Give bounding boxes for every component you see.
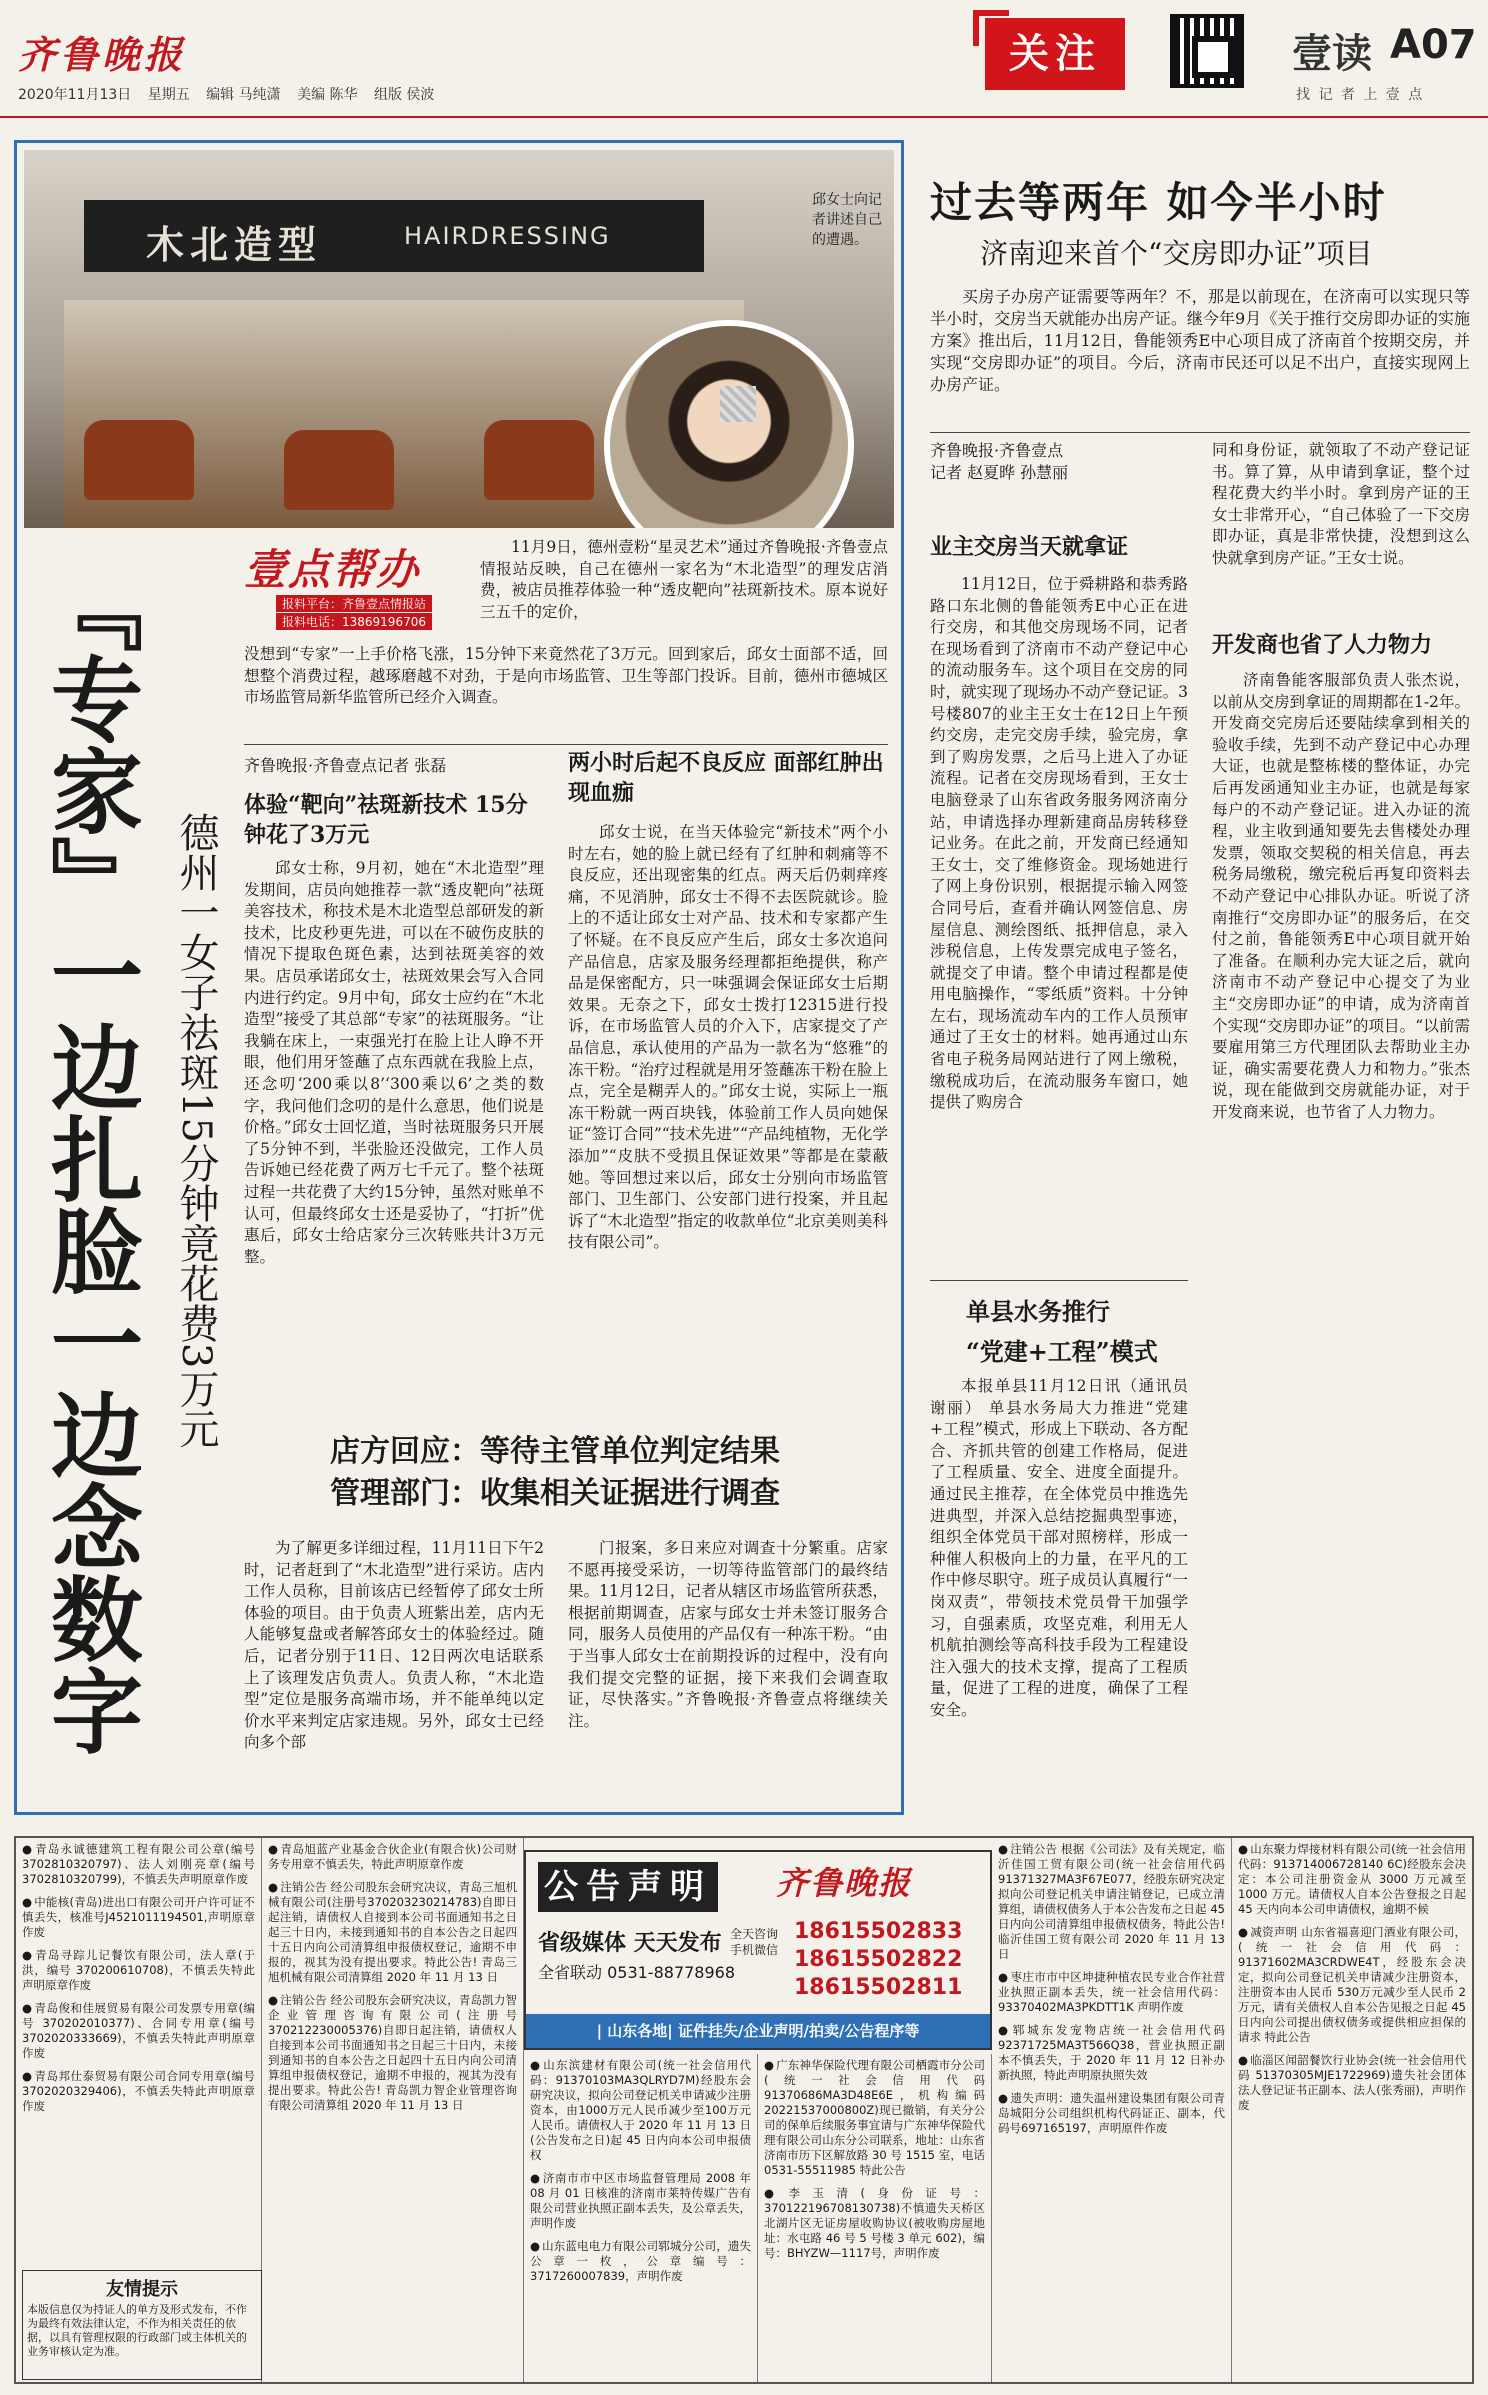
shop-sign-english: HAIRDRESSING [404,222,611,250]
right-headline: 过去等两年 如今半小时 [930,178,1387,227]
ad-item: ● 临淄区闻韶餐饮行业协会(统一社会信用代码 51370305MJE1722969)遗失社会团体法人登记证书正副本、法人(张秀丽)，声明作废 [1238,2053,1466,2113]
byline: 齐鲁晚报·齐鲁壹点记者 张磊 [244,756,447,775]
notice-hotline: 全省联动 0531-88778968 [538,1963,736,1982]
ad-item: ● 减资声明 山东省福喜迎门酒业有限公司，(统一社会信用代码：91371602MA3CRDWE4T，经股东会决定，拟向公司登记机关申请减少注册资本，注册资本由人民币 530万元减少至人民币 2万元，请有关债权人自本公告见报之日起 45 日内向公司提出债权债务或提供相应担保的请求 特此公告 [1238,1925,1466,2045]
photo-caption: 邱女士向记者讲述自己的遭遇。 [812,192,882,248]
page-number: A07 [1390,22,1477,68]
article-column-4: 门报案，多日来应对调查十分繁重。店家不愿再接受采访，一切等待监管部门的最终结果。11月12日，记者从辖区市场监管所获悉，根据前期调查，店家与邱女士并未签订服务合同，服务人员使用的产品仅有一种冻干粉。“由于当事人邱女士在前期投诉的过程中，没有向我们提交完整的证据，接下来我们会调查取证，尽快落实。”齐鲁晚报·齐鲁壹点将继续关注。 [568,1539,888,1730]
notice-phone-list [794,1918,962,2002]
ad-item: ● 注销公告 经公司股东会研究决议，青岛三旭机械有限公司(注册号370203230214783)自即日起注销，请债权人自接到本公司书面通知书之日起三十日内，未接到通知书的自本公告之日起四十五日内向公司清算组申报债权登记，逾期不申报的，视其为没有提出要求。特此公告! 青岛三旭机械有限公司清算组 2020 年 11 月 13 日 [268,1880,517,1985]
ad-item: ● 注销公告 根据《公司法》及有关规定，临沂佳国工贸有限公司(统一社会信用代码 91371327MA3F67E077，经股东研究决定拟向公司登记机关申请注销登记，已成立清算组，请债权债务人于本公告发布之日起 45 日内向公司清算组申报债权债务，特此公告! 临沂佳国工贸有限公司 2020 年 11 月 13 日 [998,1842,1225,1962]
article-column-3: 为了解更多详细过程，11月11日下午2时，记者赶到了“木北造型”进行采访。店内工作人员称，目前该店已经暂停了邱女士所体验的项目。由于负责人班紫出差，店内无人能够复盘或者解答邱女士的体验经过。随后，记者分别于11日、12日两次电话联系上了该理发店负责人。负责人称，“木北造型”定位是服务高端市场，并不能单纯以定价水平来判定店家违规。另外，邱女士已经向多个部 [244,1539,544,1752]
ad-item: ● 青岛俊和佳展贸易有限公司发票专用章(编号 370202010377)、合同专用章(编号 3702020333669)，不慎丢失特此声明原章作废 [22,2001,255,2061]
issue-weekday: 星期五 [147,87,190,103]
lead-paragraph-continued: 没想到“专家”一上手价格飞涨，15分钟下来竟然花了3万元。回到家后，邱女士面部不适，回想整个消费过程，越琢磨越不对劲，于是向市场监管、卫生等部门投诉。目前，德州市德城区市场监管局新华监管所已经介入调查。 [244,645,888,707]
shop-sign [84,200,704,272]
newspaper-logo: 齐鲁晚报 [18,32,187,77]
dateline [18,84,446,104]
qr-code-icon [1170,14,1244,88]
lead-paragraph: 11月9日，德州壹粉“星灵艺术”通过齐鲁晚报·齐鲁壹点情报站反映，自己在德州一家名为“木北造型”的理发店消费，被店员推荐体验一种“透皮靶向”祛斑新技术。原本说好三五千的定价， [480,538,888,621]
ad-item: ● 山东蓝电电力有限公司郓城分公司，遗失公章一枚，公章编号：3717260007839，声明作废 [530,2239,751,2284]
tips-body: 本版信息仅为持证人的单方及形式发布，不作为最终有效法律认定，不作为相关责任的依据，以具有管理权限的行政部门或主体机关的业务审核认定为准。 [27,2303,247,2358]
divider [930,432,1470,433]
short-news-body: 本报单县11月12日讯（通讯员 谢丽） 单县水务局大力推进“党建+工程”模式，形成上下联动、各方配合、齐抓共管的创建工作格局，促进了工程质量、安全、进度全面提升。通过民主推荐，在全体党员中推选先进典型，并深入总结挖掘典型事迹，组织全体党员干部对照榜样，形成一种催人积极向上的力量，在平凡的工作中修尽职守。班子成员认真履行“一岗双责”，带领技术党员骨干加强学习，自强素质，攻坚克难，利用无人机航拍测绘等高科技手段为工程建设注入强大的技术支撑，提高了工程质量，促进了工程的进度，确保了工程安全。 [930,1377,1188,1719]
notice-slogan: 省级媒体 天天发布 [538,1931,722,1956]
ad-item: ● 枣庄市市中区坤捷种植农民专业合作社营业执照正副本丢失，统一社会信用代码：93370402MA3PKDTT1K 声明作废 [998,1970,1225,2015]
ad-item: ● 山东滨建材有限公司(统一社会信用代码：91370103MA3QLRYD7M)经股东会研究决议，拟向公司登记机关申请减少注册资本，由1000万元人民币减少至100万元人民币。请债权人于 2020 年 11 月 13 日(公告发布之日)起 45 日内向本公司申报债权 [530,2058,751,2163]
right-byline-outlet: 齐鲁晚报·齐鲁壹点 [930,441,1064,460]
ad-item: ● 中能核(青岛)进出口有限公司开户许可证不慎丢失，核准号J4521011194501,声明原章作废 [22,1895,255,1940]
tips-title: 友情提示 [106,2279,178,2300]
right-lead-paragraph: 买房子办房产证需要等两年？不，那是以前现在，在济南可以实现只等半小时，交房当天就能办出房产证。继今年9月《关于推行交房即办证的实施方案》推出后，11月12日，鲁能领秀E中心项目成了济南首个按期交房，并实现“交房即办证”的项目。今后，济南市民还可以足不出户，直接实现网上办房产证。 [930,287,1470,394]
right-section-heading-1: 业主交房当天就拿证 [930,534,1129,560]
ads-column-2 [262,1838,524,2382]
ad-item: ● 济南市市中区市场监督管理局 2008 年 08 月 01 日核准的济南市莱特传媒广告有限公司营业执照正副本丢失，及公章丢失，声明作废 [530,2171,751,2231]
chair-icon [84,420,194,500]
ads-column-5 [992,1838,1232,2382]
ad-item: ● 李玉清(身份证号：370122196708130738)不慎遗失天桥区北湖片区无证房屋收购协议(被收购房屋地址：水屯路 46 号 5 号楼 3 单元 602)，编号：BHYZW—1117号，声明作废 [764,2186,985,2261]
designer-credit: 美编 陈华 [297,87,358,103]
notice-phone: 18615502811 [794,1975,963,2000]
section-tab-focus: 关注 [985,18,1125,90]
notice-service-bar: | 山东各地| 证件挂失/企业声明/拍卖/公告程序等 [526,2014,990,2048]
main-subheadline: 德州一女子祛斑15分钟竟花费3万元 [173,812,219,1449]
ad-item: ● 青岛永诚德建筑工程有限公司公章(编号 3702810320797)、法人刘刚亮章(编号 3702810320799)，不慎丢失声明原章作废 [22,1842,255,1887]
ad-item: ● 郓城东发宠物店统一社会信用代码 92371725MA3T566Q38，营业执照正副本不慎丢失，于 2020 年 11 月 12 日补办新执照，特此声明原执照失效 [998,2023,1225,2083]
right-article-column-1: 11月12日，位于舜耕路和恭秀路路口东北侧的鲁能领秀E中心正在进行交房，和其他交房现场不同，记者在现场看到了济南市不动产登记中心的流动服务车。这个项目在交房的同时，就实现了现场办不动产登记证。3号楼807的业主王女士在12日上午预约交房，走完交房手续，验完房，拿到了购房发票，之后马上进入了办证流程。记者在交房现场看到，王女士电脑登录了山东省政务服务网济南分站，申请选择办理新建商品房转移登记业务。在此之前，开发商已经通知王女士，交了维修资金。现场她进行了网上身份识别，根据提示输入网签合同号后，查看并确认网签信息、房屋信息、测绘图纸、抵押信息，录入涉税信息，上传发票完成电子签名，就提交了申请。整个申请过程都是使用电脑操作，“零纸质”资料。十分钟左右，现场流动车内的工作人员预审通过了王女士的材料。她再通过山东省电子税务局网站进行了网上缴税，缴税成功后，在流动服务车窗口，她提供了购房合 [930,575,1188,1112]
help-column-logo [244,537,464,637]
divider [244,744,888,745]
reporter-slogan: 找 记 者 上 壹 点 [1296,87,1425,103]
notice-advert-box [524,1850,992,2050]
short-news-headline-2: “党建+工程”模式 [966,1337,1158,1366]
ad-item: ● 青岛寻踪儿记餐饮有限公司，法人章(于洪，编号 370200610708)，不慎丢失特此声明原章作废 [22,1948,255,1993]
ad-item: ● 山东聚力焊接材料有限公司(统一社会信用代码：913714006728140 6C)经股东会决定：本公司注册资金从 3000 万元减至 1000 万元。请债权人自本公告登报之日起 45 天内向本公司申请债权，逾期不候 [1238,1842,1466,1917]
section-heading-2: 两小时后起不良反应 面部红肿出现血痂 [568,750,884,806]
tip-phone: 报料电话：13869196706 [276,613,432,630]
section-name: 壹读 [1292,30,1372,77]
notice-contact-label: 全天咨询 手机微信 [730,1927,779,1957]
article-column-1: 邱女士称，9月初，她在“木北造型”理发期间，店员向她推荐一款“透皮靶向”祛斑美容技术，称技术是木北造型总部研发的新技术，比皮秒更先进，可以在不破伤皮肤的情况下提取色斑色素，达到祛斑美容的效果。店员承诺邱女士，祛斑效果会写入合同内进行约定。9月中旬，邱女士应约在“木北造型”接受了其总部“专家”的祛斑服务。“让我躺在床上，一束强光打在脸上让人睁不开眼，他们用牙签蘸了点东西就在我脸上点，还念叨‘200乘以8’‘300乘以6’之类的数字，我问他们念叨的是什么意思，他们说是价格。”邱女士回忆道，当时祛斑服务只开展了5分钟不到，半张脸还没做完，工作人员告诉她已经花费了两万七千元了。整个祛斑过程一共花费了大约15分钟，虽然对账单不认可，但最终邱女士还是妥协了，“打折”优惠后，邱女士给店家分三次转账共计3万元整。 [244,859,544,1266]
chair-icon [484,420,594,500]
ad-item: ● 注销公告 经公司股东会研究决议，青岛凯力智企业管理咨询有限公司(注册号370212230005376)自即日起注销，请债权人自接到本公司书面通知书之日起三十日内，未接到通知书的自本公告之日起四十五日内向公司清算组申报债权登记，逾期不申报的，视其为没有提出要求。特此公告! 青岛凯力智企业管理咨询有限公司清算组 2020 年 11 月 13 日 [268,1993,517,2113]
article-column-2: 邱女士说，在当天体验完“新技术”两个小时左右，她的脸上就已经有了红肿和刺痛等不良反应，还出现密集的红点。两天后仍刺痒疼痛，不见消肿，邱女士不得不去医院就诊。脸上的不适让邱女士对产品、技术和专家都产生了怀疑。在不良反应产生后，邱女士多次追问产品信息，店家及服务经理都拒绝提供，称产品是保密配方，只一味强调会保证邱女士后期效果。无奈之下，邱女士拨打12315进行投诉，在市场监管人员的介入下，店家提交了产品信息，承认使用的产品为一款名为“悠雅”的冻干粉。“治疗过程就是用牙签蘸冻干粉在脸上点，完全是糊弄人的。”邱女士说，实际上一瓶冻干粉就一两百块钱，体验前工作人员向她保证“签订合同”“技术先进”“产品纯植物，无化学添加”“皮肤不受损且保证效果”等都是在蒙蔽她。等回想过来以后，邱女士分别向市场监管部门、卫生部门、公安部门进行投案，并且起诉了“木北造型”指定的收款单位“北京美则美科技有限公司”。 [568,823,888,1252]
notice-newspaper-logo: 齐鲁晚报 [776,1864,913,1902]
section-heading-3: 店方回应：等待主管单位判定结果 [330,1434,780,1469]
right-byline [930,440,1068,484]
editor-credit: 编辑 马纯潇 [206,87,281,103]
main-headline: 『专家』一边扎脸一边念数字 [36,560,144,1756]
help-column-title: 壹点帮办 [244,545,421,594]
friendly-tips-box [22,2270,262,2380]
masthead [0,0,1488,118]
section-heading-1: 体验“靶向”祛斑新技术 15分钟花了3万元 [244,792,528,848]
issue-date: 2020年11月13日 [18,87,132,103]
section-heading-4: 管理部门：收集相关证据进行调查 [330,1476,780,1511]
ad-item: ● 青岛旭蓝产业基金合伙企业(有限合伙)公司财务专用章不慎丢失，特此声明原章作废 [268,1842,517,1872]
classified-ads-section [14,1836,1474,2384]
ads-column-6 [1232,1838,1472,2382]
chair-icon [284,430,394,510]
tip-platform: 报料平台：齐鲁壹点情报站 [276,595,432,612]
right-article-column-2: 同和身份证，就领取了不动产登记证书。算了算，从申请到拿证，整个过程花费大约半小时。拿到房产证的王女士非常开心，“自己体验了一下交房即办证，真是非常快捷，没想到这么快就拿到房产证。”王女士说。 [1212,441,1470,567]
right-article-column-3: 济南鲁能客服部负责人张杰说，以前从交房到拿证的周期都在1-2年。开发商交完房后还要陆续拿到相关的验收手续，先到不动产登记中心办理大证，也就是整栋楼的整体证，办完后再发函通知业主办证，也就是每家每户的不动产登记证。进入办证的流程，业主收到通知要先去售楼处办理发票，领取交契税的相关信息，再去税务局缴税，缴完税后再复印资料去不动产登记中心排队办证。听说了济南推行“交房即办证”的服务后，在交付之前，鲁能领秀E中心项目就开始了准备。在顺利办完大证之后，就向济南市不动产登记中心提交了为业主“交房即办证”的申请，成为济南首个实现“交房即办证”的项目。“以前需要雇用第三方代理团队去帮助业主办证，确实需要花费人力和物力。”张杰说，现在能做到交房就能办证，对于开发商来说，也节省了人力物力。 [1212,671,1470,1121]
ads-column-4 [758,2054,992,2382]
story-photo [24,150,894,528]
notice-phone: 18615502822 [794,1947,963,1972]
ad-item: ● 青岛邦仕泰贸易有限公司合同专用章(编号 3702020329406)，不慎丢失特此声明原章作废 [22,2069,255,2114]
divider [930,1280,1188,1281]
notice-phone: 18615502833 [794,1919,963,1944]
notice-title: 公告声明 [538,1862,718,1912]
shop-sign-text: 木北造型 [145,222,322,267]
ad-item: ● 遗失声明：遗失温州建设集团有限公司青岛城阳分公司组织机构代码证正、副本，代码号697165197，声明原件作废 [998,2091,1225,2136]
short-news-headline-1: 单县水务推行 [966,1297,1110,1326]
ad-item: ● 广东神华保险代理有限公司栖霞市分公司(统一社会信用代码91370686MA3D48E6E，机构编码 20221537000800Z)现已撤销，有关分公司的保单后续服务事宜请与广东神华保险代理有限公司山东分公司联系，地址：山东省济南市历下区解放路 30 号 1515 室，电话0531-55511985 特此公告 [764,2058,985,2178]
right-byline-reporters: 记者 赵夏晔 孙慧丽 [930,463,1069,482]
right-subheadline: 济南迎来首个“交房即办证”项目 [980,237,1373,270]
right-section-heading-2: 开发商也省了人力物力 [1212,632,1433,658]
ads-column-3 [524,2054,758,2382]
proof-credit: 组版 侯波 [373,87,435,103]
face-mosaic [720,386,756,422]
